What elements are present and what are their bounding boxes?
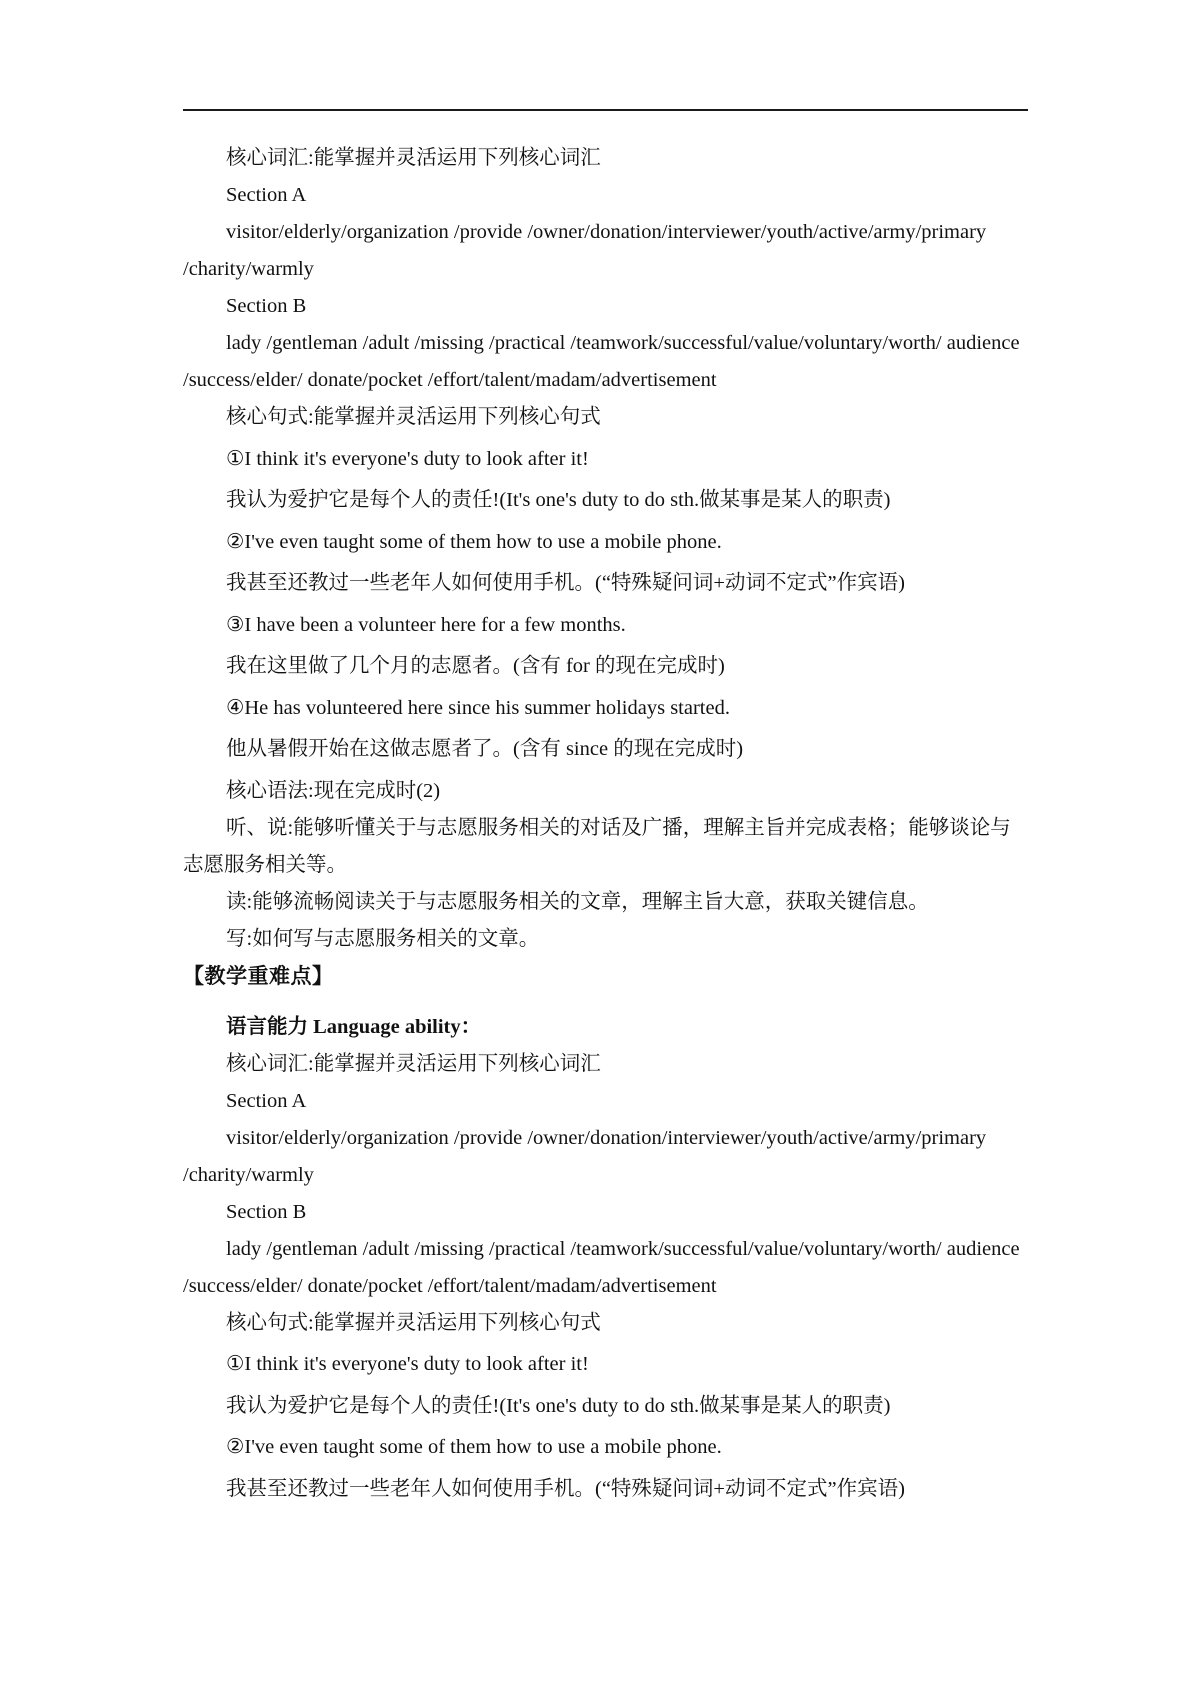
paragraph: lady /gentleman /adult /missing /practical /teamwork/successful/value/voluntary/worth/ audience /success/elder/ donate/pocket /effort/talent/madam/advertisement <box>183 1237 1020 1297</box>
paragraph: 听、说:能够听懂关于与志愿服务相关的对话及广播，理解主旨并完成表格；能够谈论与志愿服务相关等。 <box>183 816 1011 876</box>
paragraph: Section B <box>226 1200 307 1223</box>
paragraph: Section A <box>226 184 307 206</box>
paragraph: visitor/elderly/organization /provide /owner/donation/interviewer/youth/active/army/primary /charity/warmly <box>183 1126 987 1186</box>
paragraph: ①I think it's everyone's duty to look after it! <box>226 1353 589 1375</box>
paragraph: 核心句式:能掌握并灵活运用下列核心句式 <box>226 406 601 428</box>
paragraph: lady /gentleman /adult /missing /practical /teamwork/successful/value/voluntary/worth/ audience /success/elder/ donate/pocket /effort/talent/madam/advertisement <box>183 332 1020 391</box>
paragraph: ①I think it's everyone's duty to look after it! <box>226 447 589 470</box>
header-rule <box>183 109 1028 111</box>
paragraph: 我认为爱护它是每个人的责任!(It's one's duty to do sth.做某事是某人的职责) <box>226 489 891 511</box>
paragraph: 读:能够流畅阅读关于与志愿服务相关的文章，理解主旨大意，获取关键信息。 <box>226 890 929 913</box>
paragraph: 核心词汇:能掌握并灵活运用下列核心词汇 <box>226 1052 601 1075</box>
paragraph: Section A <box>226 1089 307 1112</box>
paragraph: 写:如何写与志愿服务相关的文章。 <box>226 927 540 950</box>
subheading-language-ability: 语言能力 Language ability： <box>226 1015 482 1038</box>
paragraph: Section B <box>226 295 307 317</box>
paragraph: 我认为爱护它是每个人的责任!(It's one's duty to do sth.做某事是某人的职责) <box>226 1394 891 1417</box>
paragraph: 核心语法:现在完成时(2) <box>226 779 441 802</box>
paragraph: visitor/elderly/organization /provide /owner/donation/interviewer/youth/active/army/primary /charity/warmly <box>183 221 987 280</box>
paragraph: ②I've even taught some of them how to use a mobile phone. <box>226 530 722 553</box>
paragraph: 我在这里做了几个月的志愿者。(含有 for 的现在完成时) <box>226 655 725 677</box>
paragraph: 他从暑假开始在这做志愿者了。(含有 since 的现在完成时) <box>226 738 744 760</box>
paragraph: 我甚至还教过一些老年人如何使用手机。(“特殊疑问词+动词不定式”作宾语) <box>226 572 905 594</box>
paragraph: ④He has volunteered here since his summer holidays started. <box>226 696 730 719</box>
section-key-points <box>183 1046 1028 1508</box>
section-heading: 【教学重难点】 <box>183 963 334 988</box>
paragraph: ③I have been a volunteer here for a few months. <box>226 613 626 636</box>
document-body <box>183 140 1028 1512</box>
paragraph: 我甚至还教过一些老年人如何使用手机。(“特殊疑问词+动词不定式”作宾语) <box>226 1477 905 1500</box>
paragraph: ②I've even taught some of them how to use a mobile phone. <box>226 1436 722 1458</box>
paragraph: 核心句式:能掌握并灵活运用下列核心句式 <box>226 1311 601 1334</box>
paragraph: 核心词汇:能掌握并灵活运用下列核心词汇 <box>226 147 601 169</box>
section-objectives <box>183 140 1028 958</box>
